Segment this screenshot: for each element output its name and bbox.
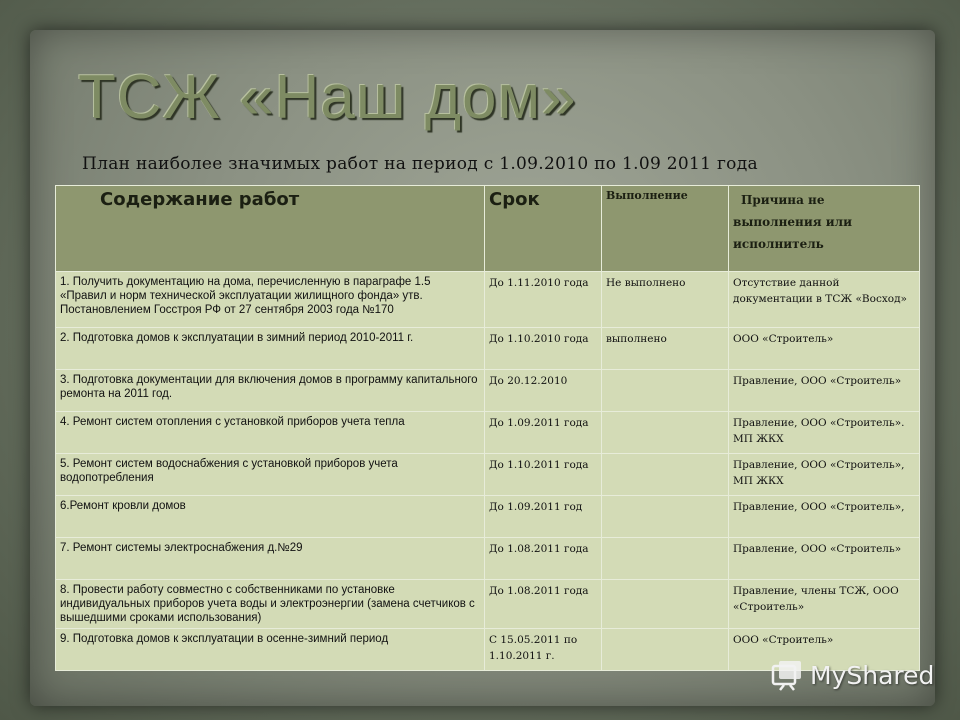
slide-subtitle: План наиболее значимых работ на период с 1.09.2010 по 1.09 2011 года bbox=[82, 154, 758, 174]
header-reason-line1: Причина не bbox=[741, 193, 825, 207]
myshared-logo-icon bbox=[770, 658, 804, 692]
cell-term: До 1.09.2011 год bbox=[485, 496, 602, 538]
cell-task: 2. Подготовка домов к эксплуатации в зимний период 2010-2011 г. bbox=[56, 328, 485, 370]
cell-term: До 1.10.2010 года bbox=[485, 328, 602, 370]
cell-term: До 1.11.2010 года bbox=[485, 272, 602, 328]
header-term: Срок bbox=[485, 186, 602, 272]
cell-status bbox=[602, 496, 729, 538]
cell-reason: ООО «Строитель» bbox=[729, 328, 920, 370]
table-header-row bbox=[56, 186, 920, 272]
cell-status bbox=[602, 629, 729, 671]
cell-status bbox=[602, 454, 729, 496]
cell-reason: Правление, ООО «Строитель» bbox=[729, 370, 920, 412]
table-row bbox=[56, 370, 920, 412]
table-row bbox=[56, 272, 920, 328]
header-status: Выполнение bbox=[602, 186, 729, 272]
table-row bbox=[56, 496, 920, 538]
cell-status bbox=[602, 370, 729, 412]
table-row bbox=[56, 328, 920, 370]
watermark-text: MyShared bbox=[810, 660, 935, 690]
cell-status bbox=[602, 538, 729, 580]
cell-term: До 1.08.2011 года bbox=[485, 580, 602, 629]
cell-reason: Отсутствие данной документации в ТСЖ «Восход» bbox=[729, 272, 920, 328]
cell-status bbox=[602, 412, 729, 454]
cell-term: С 15.05.2011 по 1.10.2011 г. bbox=[485, 629, 602, 671]
cell-term: До 20.12.2010 bbox=[485, 370, 602, 412]
cell-task: 9. Подготовка домов к эксплуатации в осенне-зимний период bbox=[56, 629, 485, 671]
header-reason bbox=[729, 186, 920, 272]
cell-term: До 1.08.2011 года bbox=[485, 538, 602, 580]
cell-reason: Правление, ООО «Строитель», МП ЖКХ bbox=[729, 454, 920, 496]
cell-reason: ООО «Строитель» bbox=[729, 629, 920, 671]
cell-reason: Правление, ООО «Строитель». МП ЖКХ bbox=[729, 412, 920, 454]
cell-status: Не выполнено bbox=[602, 272, 729, 328]
cell-task: 3. Подготовка документации для включения домов в программу капитального ремонта на 2011 год. bbox=[56, 370, 485, 412]
cell-status bbox=[602, 580, 729, 629]
works-table bbox=[55, 185, 920, 671]
cell-task: 1. Получить документацию на дома, перечисленную в параграфе 1.5 «Правил и норм технической эксплуатации жилищного фонда» утв. Постановлением Госстроя РФ от 27 сентября 2003 года №170 bbox=[56, 272, 485, 328]
table-row bbox=[56, 580, 920, 629]
cell-reason: Правление, ООО «Строитель», bbox=[729, 496, 920, 538]
watermark bbox=[770, 655, 934, 695]
header-reason-line2: выполнения или bbox=[733, 215, 853, 229]
header-task: Содержание работ bbox=[56, 186, 485, 272]
table-row bbox=[56, 412, 920, 454]
cell-task: 8. Провести работу совместно с собственниками по установке индивидуальных приборов учета воды и электроэнергии (замена счетчиков с вышедшими сроками использования) bbox=[56, 580, 485, 629]
table-row bbox=[56, 454, 920, 496]
slide-title: ТСЖ «Наш дом» bbox=[78, 63, 577, 132]
cell-task: 7. Ремонт системы электроснабжения д.№29 bbox=[56, 538, 485, 580]
cell-reason: Правление, члены ТСЖ, ООО «Строитель» bbox=[729, 580, 920, 629]
cell-status: выполнено bbox=[602, 328, 729, 370]
cell-task: 6.Ремонт кровли домов bbox=[56, 496, 485, 538]
cell-task: 4. Ремонт систем отопления с установкой приборов учета тепла bbox=[56, 412, 485, 454]
cell-task: 5. Ремонт систем водоснабжения с установкой приборов учета водопотребления bbox=[56, 454, 485, 496]
cell-term: До 1.09.2011 года bbox=[485, 412, 602, 454]
header-reason-line3: исполнитель bbox=[733, 237, 824, 251]
table-row bbox=[56, 538, 920, 580]
cell-term: До 1.10.2011 года bbox=[485, 454, 602, 496]
cell-reason: Правление, ООО «Строитель» bbox=[729, 538, 920, 580]
